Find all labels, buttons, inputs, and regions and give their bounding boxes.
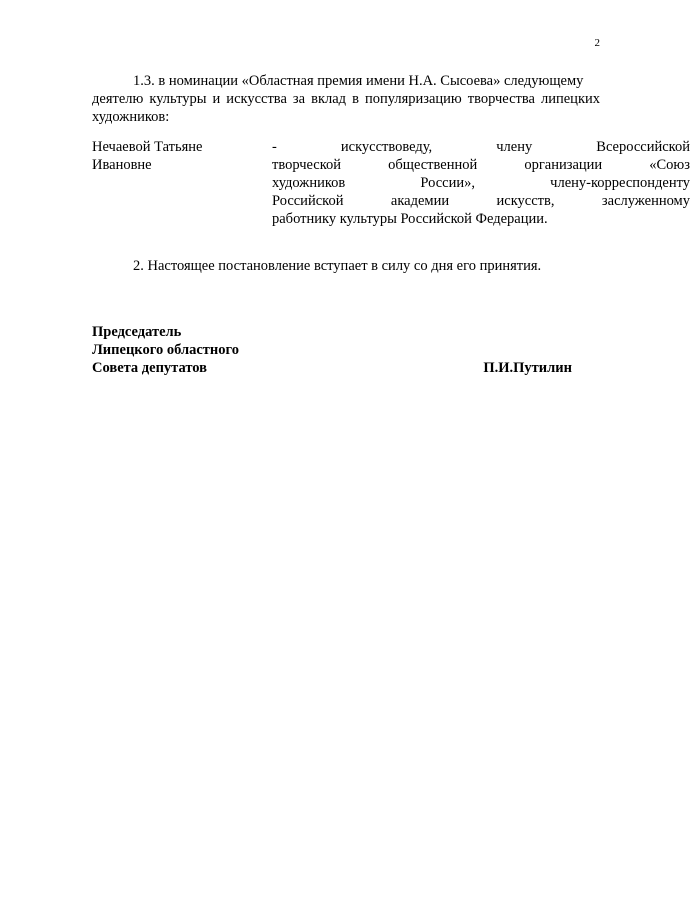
page-number: 2 (594, 37, 600, 49)
awardee-name-line-2: Ивановне (92, 157, 152, 173)
signer-name: П.И.Путилин (483, 360, 572, 376)
signature-title-line-3: Совета депутатов (92, 360, 208, 376)
awardee-desc-line: творческой общественной организации «Союз (272, 157, 690, 173)
signature-title-line-2: Липецкого областного (92, 342, 239, 358)
nomination-line-1: 1.3. в номинации «Областная премия имени Н.А. Сысоева» следующему (133, 73, 584, 89)
awardee-desc-line: художников России», члену-корреспонденту (272, 175, 690, 191)
signature-title-line-1: Председатель (92, 324, 182, 340)
nomination-paragraph (92, 72, 600, 126)
nomination-line-2: деятелю культуры и искусства за вклад в популяризацию творчества липецких (92, 91, 600, 107)
effect-paragraph: 2. Настоящее постановление вступает в силу со дня его принятия. (133, 258, 542, 274)
nomination-line-3: художников: (92, 109, 170, 125)
awardee-description (272, 138, 690, 228)
awardee-desc-line: работнику культуры Российской Федерации. (272, 211, 548, 227)
awardee-name (92, 138, 252, 174)
signature-block (92, 323, 600, 377)
awardee-desc-line: Российской академии искусств, заслуженному (272, 193, 690, 209)
awardee-name-line-1: Нечаевой Татьяне (92, 139, 203, 155)
awardee-desc-line: - искусствоведу, члену Всероссийской (272, 139, 690, 155)
